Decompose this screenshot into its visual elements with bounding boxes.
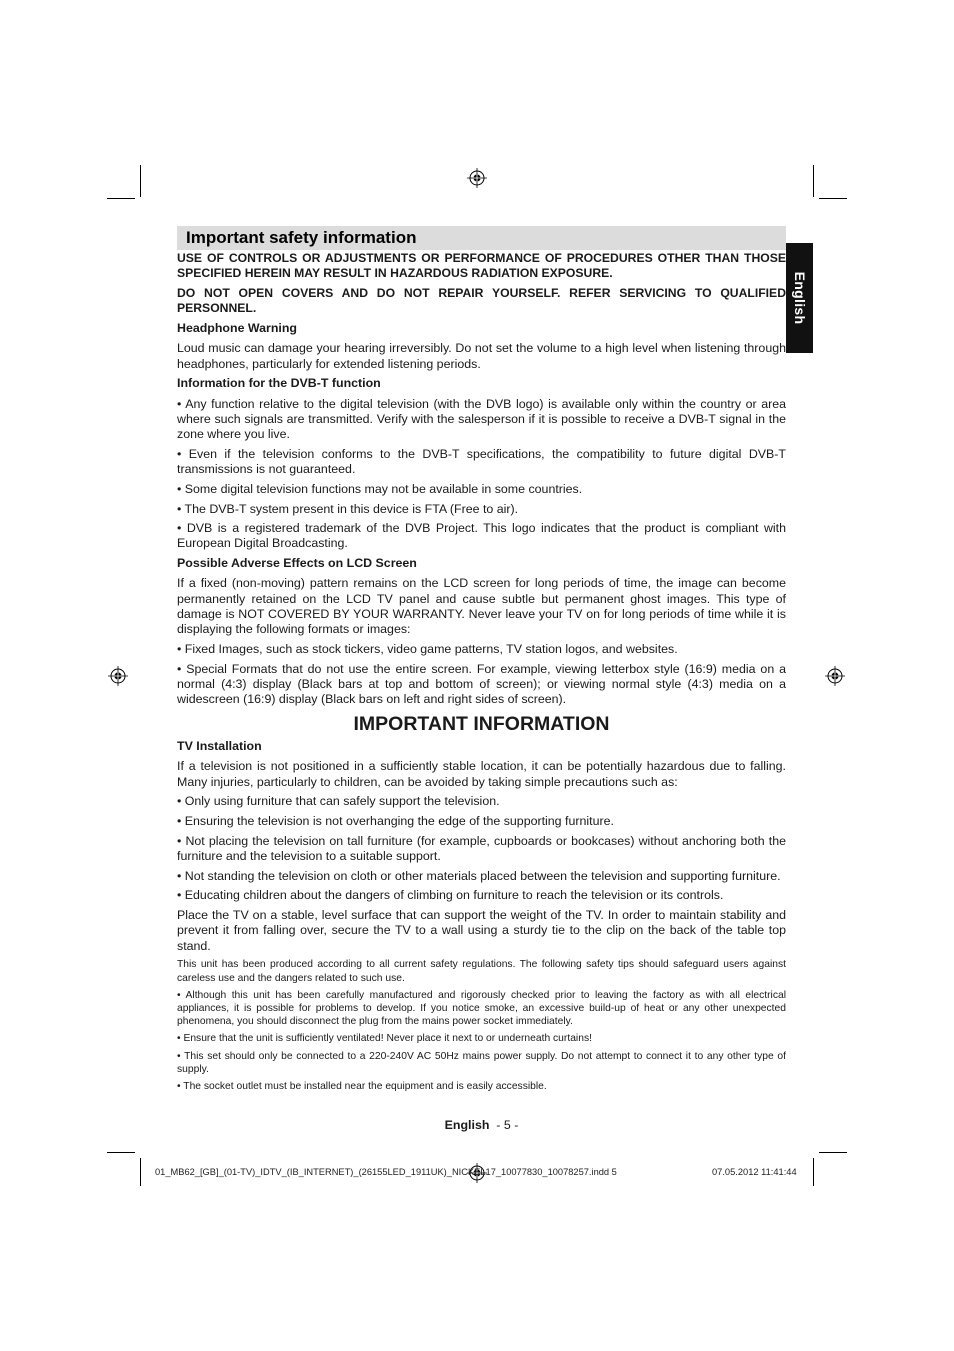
crop-mark-bottom-right-v bbox=[813, 1158, 814, 1186]
crop-mark-bottom-left-h bbox=[107, 1152, 135, 1153]
installation-item: • Only using furniture that can safely support the television. bbox=[177, 794, 500, 809]
headphone-heading: Headphone Warning bbox=[177, 320, 298, 335]
crop-mark-top-right-v bbox=[813, 165, 814, 197]
crop-mark-top-left-v bbox=[140, 165, 141, 197]
registration-mark-icon bbox=[825, 666, 845, 686]
dvbt-item: • Some digital television functions may not be available in some countries. bbox=[177, 481, 583, 496]
important-information-heading: IMPORTANT INFORMATION bbox=[353, 713, 610, 736]
lcd-item: • Fixed Images, such as stock tickers, video game patterns, TV station logos, and websites. bbox=[177, 642, 678, 657]
lcd-item: • Special Formats that do not use the entire screen. For example, viewing letterbox style (16:9) media on a normal (4:3) display (Black bars at top and bottom of screen); or viewing normal style (4:3) media on a widescreen (16:9) display (Black bars on left and right sides of screen). bbox=[177, 661, 786, 707]
footer-language: English bbox=[444, 1118, 490, 1132]
dvbt-item: • The DVB-T system present in this device is FTA (Free to air). bbox=[177, 501, 519, 516]
crop-mark-top-left-h bbox=[107, 198, 135, 199]
page-title: Important safety information bbox=[186, 228, 417, 247]
crop-mark-bottom-right-h bbox=[819, 1152, 847, 1153]
installation-item: • Not standing the television on cloth or other materials placed between the television and supporting furniture. bbox=[177, 868, 781, 883]
main-content bbox=[177, 251, 786, 1097]
crop-mark-top-right-h bbox=[819, 198, 847, 199]
radiation-warning: USE OF CONTROLS OR ADJUSTMENTS OR PERFORMANCE OF PROCEDURES OTHER THAN THOSE SPECIFIED HEREIN MAY RESULT IN HAZARDOUS RADIATION EXPOSURE. bbox=[177, 251, 786, 281]
safety-note: • This set should only be connected to a 220-240V AC 50Hz mains power supply. Do not attempt to connect it to any other type of supply. bbox=[177, 1050, 786, 1075]
servicing-warning: DO NOT OPEN COVERS AND DO NOT REPAIR YOURSELF. REFER SERVICING TO QUALIFIED PERSONNEL. bbox=[177, 285, 786, 316]
language-tab bbox=[786, 243, 813, 353]
safety-note: • Ensure that the unit is sufficiently ventilated! Never place it next to or underneath curtains! bbox=[177, 1033, 592, 1045]
crop-mark-bottom-left-v bbox=[140, 1158, 141, 1186]
language-tab-label: English bbox=[791, 271, 808, 325]
installation-item: • Ensuring the television is not overhanging the edge of the supporting furniture. bbox=[177, 813, 614, 828]
page-footer bbox=[177, 1118, 786, 1132]
page-number: - 5 - bbox=[496, 1118, 519, 1132]
lcd-intro: If a fixed (non-moving) pattern remains on the LCD screen for long periods of time, the image can become permanently retained on the LCD TV panel and cause subtle but permanent ghost images. This type of damage is NOT COVERED BY YOUR WARRANTY. Never leave your TV on for long periods of time while it is displaying the following formats or images: bbox=[177, 576, 786, 637]
safety-note: • The socket outlet must be installed near the equipment and is easily accessible. bbox=[177, 1080, 547, 1092]
slug-timestamp: 07.05.2012 11:41:44 bbox=[712, 1167, 797, 1177]
section-header-bar bbox=[177, 226, 786, 250]
dvbt-item: • DVB is a registered trademark of the DVB Project. This logo indicates that the product is compliant with European Digital Broadcasting. bbox=[177, 521, 786, 551]
lcd-heading: Possible Adverse Effects on LCD Screen bbox=[177, 556, 417, 571]
slug-filename: 01_MB62_[GB]_(01-TV)_IDTV_(IB_INTERNET)_(26155LED_1911UK)_NICKEL17_10077830_10078257.indd 5 bbox=[155, 1167, 617, 1177]
dvbt-item: • Even if the television conforms to the DVB-T specifications, the compatibility to future digital DVB-T transmissions is not guaranteed. bbox=[177, 446, 786, 477]
installation-item: • Not placing the television on tall furniture (for example, cupboards or bookcases) without anchoring both the furniture and the television to a suitable support. bbox=[177, 833, 786, 863]
safety-note: • Although this unit has been carefully manufactured and rigorously checked prior to leaving the factory as with all electrical appliances, it is possible for problems to develop. If you notice smoke, an excessive build-up of heat or any other unexpected phenomena, you should disconnect the plug from the mains power socket immediately. bbox=[177, 989, 786, 1028]
dvbt-item: • Any function relative to the digital television (with the DVB logo) is available only within the country or area where such signals are transmitted. Verify with the salesperson if it is possible to receive a DVB-T signal in the zone where you live. bbox=[177, 396, 786, 442]
installation-item: • Educating children about the dangers of climbing on furniture to reach the television or its controls. bbox=[177, 888, 724, 903]
installation-intro: If a television is not positioned in a sufficiently stable location, it can be potentially hazardous due to falling. Many injuries, particularly to children, can be avoided by taking simple precautions such as: bbox=[177, 759, 786, 789]
registration-mark-icon bbox=[467, 168, 487, 188]
installation-heading: TV Installation bbox=[177, 739, 262, 754]
registration-mark-icon bbox=[108, 666, 128, 686]
dvbt-heading: Information for the DVB-T function bbox=[177, 376, 381, 391]
installation-closing: Place the TV on a stable, level surface that can support the weight of the TV. In order to maintain stability and prevent it from falling over, secure the TV to a wall using a sturdy tie to the clip on the back of the table top stand. bbox=[177, 908, 786, 953]
headphone-text: Loud music can damage your hearing irreversibly. Do not set the volume to a high level when listening through headphones, particularly for extended listening periods. bbox=[177, 341, 786, 371]
safety-note: This unit has been produced according to all current safety regulations. The following safety tips should safeguard users against careless use and the dangers related to such use. bbox=[177, 959, 786, 984]
